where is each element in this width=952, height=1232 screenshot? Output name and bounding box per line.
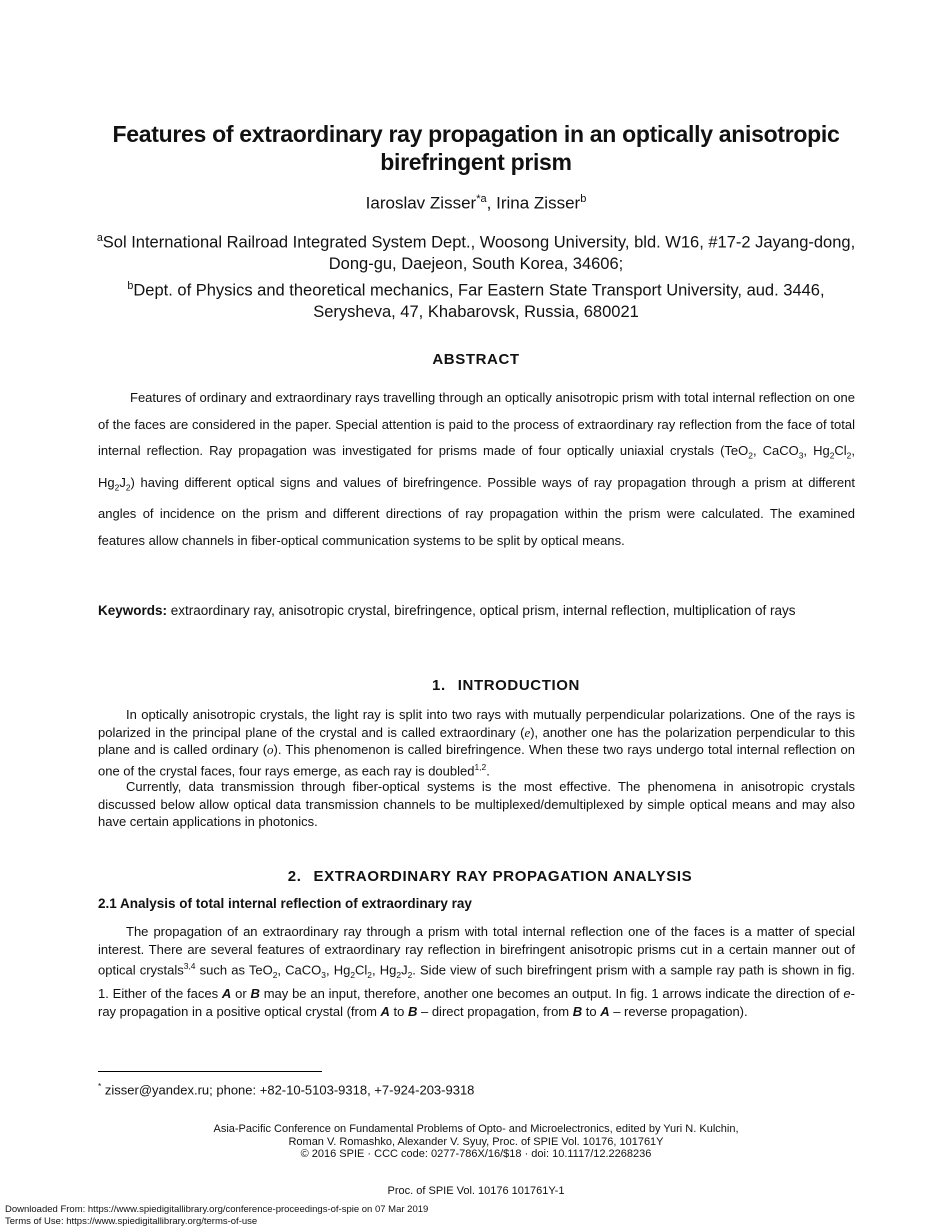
abstract-part: , Hg [803, 443, 830, 459]
text-run: may be an input, therefore, another one becomes an output. In fig. 1 arrows indicate the direction of [259, 986, 844, 1002]
italic-symbol: e [524, 724, 531, 740]
text-run: In optically anisotropic crystals, the light ray is split into two rays with mutually perpendicular polarizations. One of the rays is polarized in the principal plane of the crystal and is called extraordinary ( [98, 707, 855, 740]
text-run: ). This phenomenon is called birefringence. When these two rays undergo total internal reflection on one of the crystal faces, four rays emerge, as each ray is doubled [98, 742, 855, 779]
subscript: 2 [125, 482, 131, 493]
footnote-mark: * [98, 1081, 102, 1091]
italic-symbol: o [267, 742, 274, 758]
text-run: Cl [355, 962, 368, 978]
section-2-number: 2. [287, 868, 302, 885]
subscript: 2 [367, 970, 372, 981]
title-line-1: Features of extraordinary ray propagation in an optically anisotropic [112, 121, 840, 147]
section-1-title: INTRODUCTION [457, 677, 580, 694]
text-run: such as TeO [195, 962, 273, 978]
intro-paragraph-1 [98, 706, 855, 780]
subscript: 3 [798, 451, 804, 461]
text-run: or [231, 986, 251, 1002]
face-label: B [250, 986, 260, 1002]
citation: 3,4 [183, 961, 196, 972]
text-run: to [582, 1003, 601, 1019]
face-label: B [572, 1003, 583, 1019]
face-label: B [407, 1003, 418, 1019]
text-run: . [486, 763, 490, 779]
conference-citation [100, 1123, 852, 1161]
intro-paragraph-2: Currently, data transmission through fiber-optical systems is the most effective. The phenomena in anisotropic crystals discussed below allow optical data transmission channels to be multiplexed/demultiplexed by simple optical means and may also have certain applications in photonics. [98, 779, 855, 830]
abstract-text [98, 385, 855, 554]
section-2-heading [14, 868, 952, 885]
section-1-number: 1. [432, 677, 446, 694]
affiliation-a-label: a [96, 232, 103, 244]
conference-line-1: Asia-Pacific Conference on Fundamental Problems of Opto- and Microelectronics, edited by Yuri N. Kulchin, [213, 1123, 739, 1135]
download-line-1: Downloaded From: https://www.spiedigitallibrary.org/conference-proceedings-of-spie on 07 Mar 2019 [5, 1204, 429, 1215]
text-run: – reverse propagation). [609, 1003, 748, 1019]
section-1-heading [30, 677, 952, 694]
keywords [98, 603, 888, 618]
italic-symbol: e [843, 986, 851, 1002]
face-label: A [600, 1003, 610, 1019]
affiliation-a [90, 228, 862, 276]
author-separator: , [486, 193, 497, 213]
text-run: , CaCO [277, 962, 322, 978]
face-label: A [221, 986, 232, 1002]
subscript: 2 [396, 970, 402, 981]
abstract-part: Cl [834, 443, 847, 459]
text-run: , Hg [325, 962, 351, 978]
abstract-part: , Hg [98, 443, 855, 490]
author-2-name: Irina Zisser [496, 193, 581, 213]
text-run: -ray propagation in a positive optical crystal (from [98, 986, 855, 1019]
text-run: J [401, 962, 408, 978]
affiliation-a-text: Sol International Railroad Integrated System Dept., Woosong University, bld. W16, #17-2 Jayang-dong, Dong-gu, Daejeon, South Korea, 34606; [102, 233, 856, 273]
title-line-2: birefringent prism [380, 149, 572, 175]
affiliation-b [90, 276, 862, 324]
section-2-title: EXTRAORDINARY RAY PROPAGATION ANALYSIS [313, 868, 693, 885]
conference-line-2: Roman V. Romashko, Alexander V. Syuy, Proc. of SPIE Vol. 10176, 101761Y [288, 1135, 664, 1148]
text-run: to [389, 1003, 408, 1019]
subsection-2-1-heading: 2.1 Analysis of total internal reflection of extraordinary ray [98, 896, 472, 911]
text-run: , Hg [372, 962, 397, 978]
author-1-affil: a [480, 193, 487, 205]
abstract-part: ) having different optical signs and values of birefringence. Possible ways of ray propagation through a prism at different angles of incidence on the prism and different directions of ray propagation within the prism were calculated. The examined features allow channels in fiber-optical communication systems to be split by optical means. [98, 474, 855, 548]
text-run: The propagation of an extraordinary ray through a prism with total internal reflection one of the faces is a matter of special interest. There are several features of extraordinary ray reflection in birefringent anisotropic prisms cut in a certain manner out of optical crystals [98, 924, 855, 978]
text-run: ), another one has the polarization perpendicular to this plane and is called ordinary ( [98, 724, 855, 758]
citation: 1,2 [474, 762, 487, 773]
paper-title [60, 120, 892, 176]
affiliation-b-text: Dept. of Physics and theoretical mechanics, Far Eastern State Transport University, aud. 3446, Serysheva, 47, Khabarovsk, Russia, 680021 [133, 281, 825, 321]
author-1-name: Iaroslav Zisser [365, 193, 477, 213]
footnote-text: zisser@yandex.ru; phone: +82-10-5103-9318, +7-924-203-9318 [101, 1082, 475, 1098]
subscript: 2 [407, 970, 413, 981]
abstract-heading: ABSTRACT [432, 351, 520, 368]
subscript: 2 [748, 451, 753, 461]
abstract-part: J [119, 474, 126, 490]
subscript: 3 [321, 970, 326, 981]
footnote-divider [98, 1071, 322, 1072]
page-number: Proc. of SPIE Vol. 10176 101761Y-1 [387, 1185, 565, 1197]
keywords-text: extraordinary ray, anisotropic crystal, birefringence, optical prism, internal reflection, multiplication of rays [167, 603, 796, 618]
authors [0, 193, 952, 214]
affiliations [90, 228, 862, 323]
author-2-affil: b [580, 193, 587, 205]
abstract-part: , CaCO [752, 443, 799, 459]
subscript: 2 [829, 451, 835, 461]
subscript: 2 [350, 970, 356, 981]
abstract-part: Features of ordinary and extraordinary rays travelling through an optically anisotropic prism with total internal reflection on one of the faces are considered in the paper. Special attention is paid to the process of extraordinary ray reflection from the face of total internal reflection. Ray propagation was investigated for prisms made of four optically uniaxial crystals (TeO [98, 390, 855, 459]
download-line-2: Terms of Use: https://www.spiedigitallibrary.org/terms-of-use [5, 1216, 258, 1227]
text-run: – direct propagation, from [417, 1003, 573, 1019]
subscript: 2 [114, 482, 120, 493]
keywords-label: Keywords: [98, 603, 168, 618]
face-label: A [380, 1003, 390, 1019]
footnote [98, 1081, 474, 1097]
subscript: 2 [846, 451, 852, 461]
text-run: . Side view of such birefringent prism with a sample ray path is shown in fig. 1. Either of the faces [98, 962, 855, 1002]
author-1-star: * [476, 193, 481, 205]
section-2-paragraph [98, 923, 855, 1020]
conference-line-3: © 2016 SPIE · CCC code: 0277-786X/16/$18 · doi: 10.1117/12.2268236 [300, 1148, 652, 1160]
affiliation-b-label: b [127, 279, 134, 292]
subscript: 2 [272, 970, 278, 981]
